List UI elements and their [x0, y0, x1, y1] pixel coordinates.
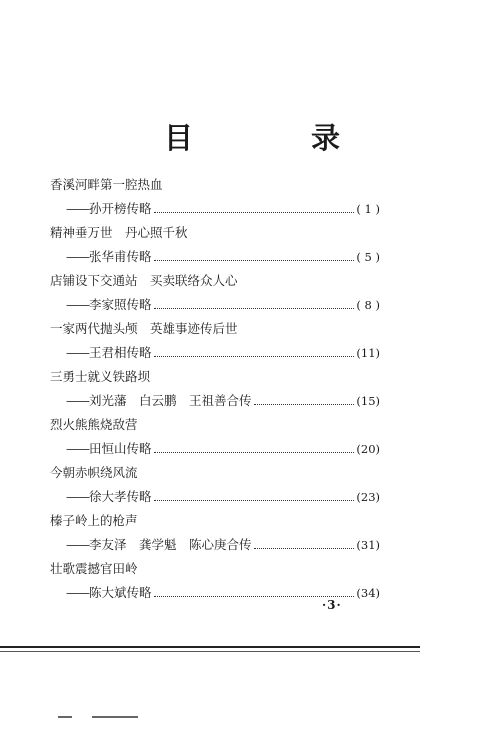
toc-entry-subtitle-row: [66, 488, 380, 506]
divider: [58, 716, 72, 718]
toc-entry-title: 精神垂万世 丹心照千秋: [50, 225, 188, 240]
dash: ——: [66, 537, 89, 552]
toc-entry-page: ( 1 ): [356, 202, 380, 216]
toc-entry-subtitle: 张华甫传略: [89, 249, 152, 264]
toc-entry-subtitle-row: [66, 200, 380, 218]
toc-entry-title: 榛子岭上的枪声: [50, 513, 138, 528]
dash: ——: [66, 393, 89, 408]
toc-entry-page: (15): [356, 394, 380, 408]
page-number: ·3·: [322, 598, 342, 612]
toc-entry-page: (31): [356, 538, 380, 552]
toc-entry-subtitle: 李友泽 龚学魁 陈心庚合传: [89, 537, 252, 552]
divider: [0, 651, 420, 652]
dash: ——: [66, 201, 89, 216]
toc-entry-subtitle: 王君相传略: [89, 345, 152, 360]
toc-entry[interactable]: [50, 224, 380, 272]
dash: ——: [66, 297, 89, 312]
toc-entry-title: 烈火熊熊烧敌营: [50, 417, 138, 432]
dash: ——: [66, 441, 89, 456]
toc-entry[interactable]: [50, 464, 380, 512]
toc-entry-title: 香溪河畔第一腔热血: [50, 177, 163, 192]
toc-entry[interactable]: [50, 368, 380, 416]
dot-leader: [154, 585, 355, 597]
toc-entry-title: 一家两代抛头颅 英雄事迹传后世: [50, 321, 238, 336]
toc-entry-subtitle: 刘光藩 白云鹏 王祖善合传: [89, 393, 252, 408]
toc-entry-subtitle-row: [66, 440, 380, 458]
toc-entry-page: (20): [356, 442, 380, 456]
toc-entry-title: 三勇士就义铁路坝: [50, 369, 151, 384]
dot-leader: [154, 201, 355, 213]
toc-entry-title: 店铺设下交通站 买卖联络众人心: [50, 273, 238, 288]
dash: ——: [66, 489, 89, 504]
dot-leader: [254, 393, 355, 405]
dash: ——: [66, 345, 89, 360]
toc-entry-page: ( 8 ): [356, 298, 380, 312]
toc-entry[interactable]: [50, 416, 380, 464]
dot-leader: [154, 345, 355, 357]
table-of-contents: [50, 176, 380, 608]
dash: ——: [66, 585, 89, 600]
toc-entry-page: (23): [356, 490, 380, 504]
toc-entry[interactable]: [50, 320, 380, 368]
dash: ——: [66, 249, 89, 264]
toc-entry-subtitle-row: [66, 536, 380, 554]
toc-entry-subtitle: 田恒山传略: [89, 441, 152, 456]
toc-entry-subtitle-row: [66, 296, 380, 314]
toc-entry-subtitle-row: [66, 248, 380, 266]
toc-entry[interactable]: [50, 176, 380, 224]
divider: [92, 716, 138, 718]
toc-entry-page: (34): [356, 586, 380, 600]
dot-leader: [154, 249, 355, 261]
toc-entry[interactable]: [50, 512, 380, 560]
dot-leader: [154, 297, 355, 309]
toc-entry-subtitle-row: [66, 344, 380, 362]
dot-leader: [154, 489, 355, 501]
toc-entry-subtitle: 孙开榜传略: [89, 201, 152, 216]
dot-leader: [154, 441, 355, 453]
toc-entry-page: ( 5 ): [356, 250, 380, 264]
toc-entry-subtitle-row: [66, 392, 380, 410]
toc-entry-subtitle: 陈大斌传略: [89, 585, 152, 600]
dot-leader: [254, 537, 355, 549]
toc-entry-title: 壮歌震撼官田岭: [50, 561, 138, 576]
toc-entry-page: (11): [356, 346, 380, 360]
toc-entry-subtitle: 徐大孝传略: [89, 489, 152, 504]
toc-entry[interactable]: [50, 272, 380, 320]
page-title: 目 录: [163, 121, 395, 155]
toc-entry-subtitle: 李家照传略: [89, 297, 152, 312]
toc-entry-title: 今朝赤帜绕风流: [50, 465, 138, 480]
divider: [0, 646, 420, 648]
